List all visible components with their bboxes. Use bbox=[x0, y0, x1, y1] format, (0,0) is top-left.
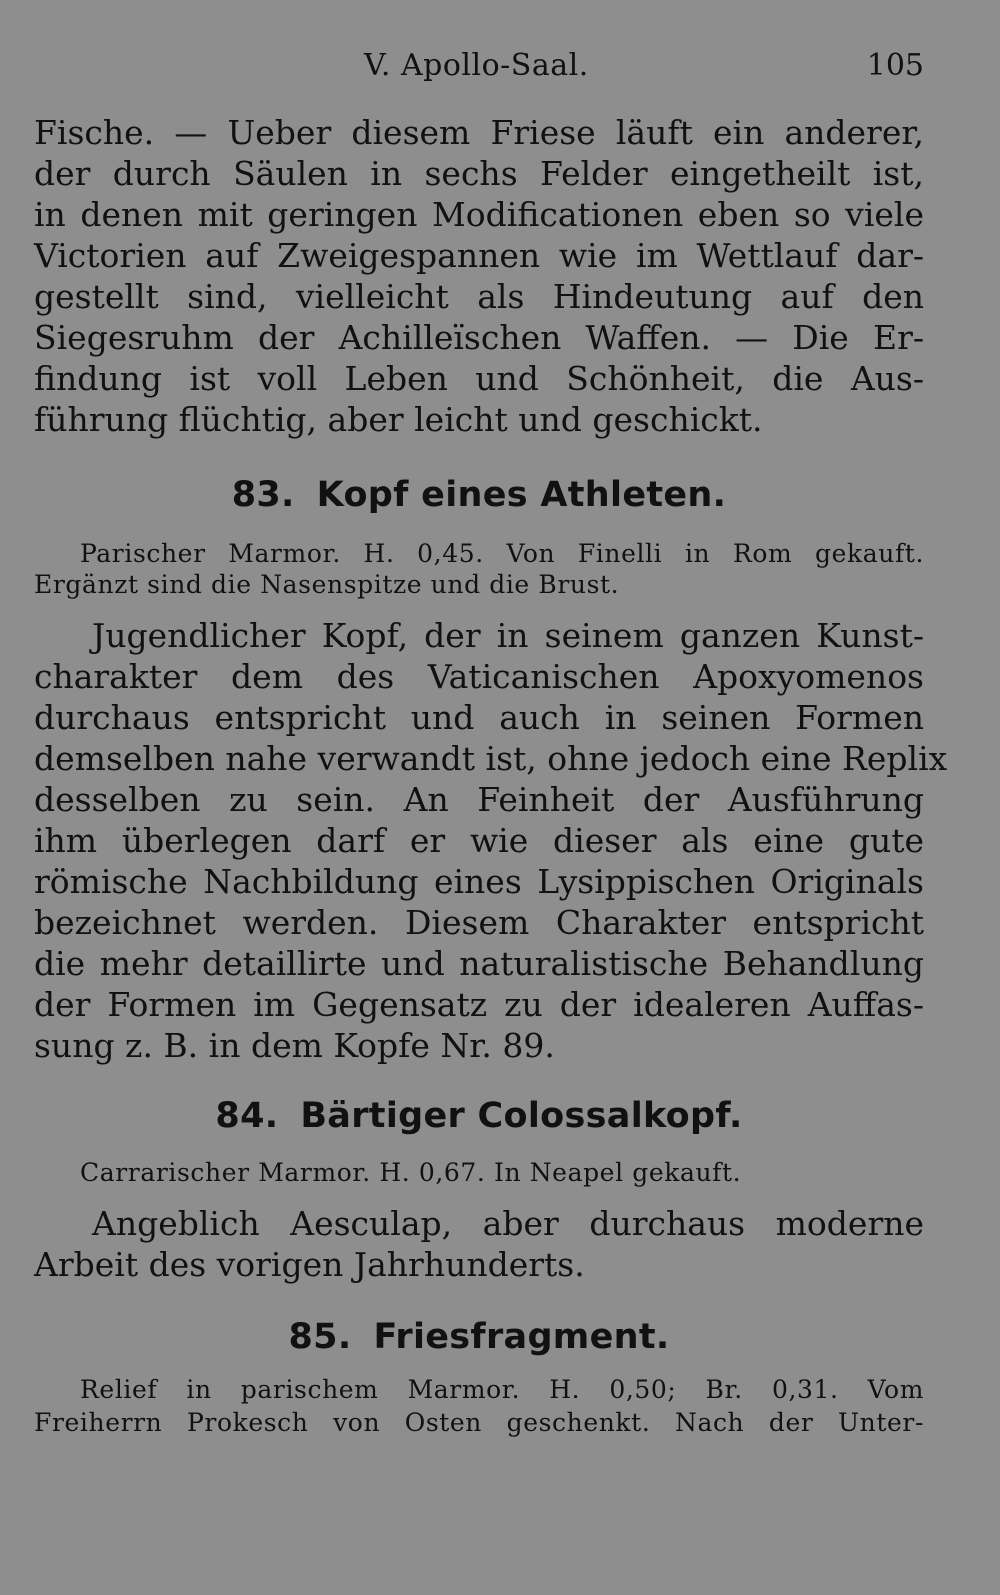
text-line: Fische. — Ueber diesem Friese läuft ein anderer, bbox=[34, 113, 924, 152]
text-line: der Formen im Gegensatz zu der idealeren Auffas- bbox=[34, 985, 924, 1024]
entry-number: 85. bbox=[288, 1317, 352, 1357]
meta-line: Parischer Marmor. H. 0,45. Von Finelli in Rom gekauft. bbox=[80, 539, 924, 568]
text-line: führung flüchtig, aber leicht und geschickt. bbox=[34, 400, 763, 439]
entry-meta-85 bbox=[34, 1373, 924, 1439]
entry-text-84 bbox=[34, 1203, 924, 1285]
text-line: Victorien auf Zweigespannen wie im Wettlauf dar- bbox=[34, 236, 924, 275]
entry-meta-83-cont bbox=[34, 568, 924, 601]
text-line: charakter dem des Vaticanischen Apoxyomenos bbox=[34, 657, 924, 696]
text-line: in denen mit geringen Modificationen eben so viele bbox=[34, 195, 924, 234]
page-number: 105 bbox=[866, 48, 924, 83]
entry-number: 84. bbox=[215, 1096, 279, 1136]
text-line: ihm überlegen darf er wie dieser als eine gute bbox=[34, 821, 924, 860]
text-line: Arbeit des vorigen Jahrhunderts. bbox=[34, 1245, 585, 1284]
page-body bbox=[34, 112, 948, 1439]
text-line: Angeblich Aesculap, aber durchaus moderne bbox=[92, 1204, 924, 1243]
text-line: Jugendlicher Kopf, der in seinem ganzen Kunst- bbox=[92, 616, 924, 655]
entry-title: Bärtiger Colossalkopf. bbox=[300, 1096, 743, 1136]
text-line: bezeichnet werden. Diesem Charakter entspricht bbox=[34, 903, 924, 942]
meta-line: Carrarischer Marmor. H. 0,67. In Neapel gekauft. bbox=[80, 1158, 742, 1187]
intro-paragraph bbox=[34, 112, 924, 440]
entry-heading-85 bbox=[34, 1317, 924, 1357]
text-line: durchaus entspricht und auch in seinen Formen bbox=[34, 698, 924, 737]
entry-number: 83. bbox=[231, 475, 295, 515]
text-line: römische Nachbildung eines Lysippischen Originals bbox=[34, 862, 924, 901]
entry-title: Friesfragment. bbox=[373, 1317, 670, 1357]
entry-meta-83 bbox=[34, 537, 924, 570]
meta-line: Ergänzt sind die Nasenspitze und die Brust. bbox=[34, 570, 620, 599]
section-title: V. Apollo-Saal. bbox=[364, 48, 589, 83]
text-line: die mehr detaillirte und naturalistische Behandlung bbox=[34, 944, 924, 983]
entry-heading-83 bbox=[34, 475, 924, 515]
entry-text-83 bbox=[34, 615, 948, 1066]
text-line: demselben nahe verwandt ist, ohne jedoch eine Replix bbox=[34, 739, 948, 778]
entry-title: Kopf eines Athleten. bbox=[316, 475, 727, 515]
text-line: gestellt sind, vielleicht als Hindeutung auf den bbox=[34, 277, 924, 316]
text-line: findung ist voll Leben und Schönheit, die Aus- bbox=[34, 359, 924, 398]
text-line: der durch Säulen in sechs Felder eingetheilt ist, bbox=[34, 154, 924, 193]
meta-line: Freiherrn Prokesch von Osten geschenkt. Nach der Unter- bbox=[34, 1408, 924, 1437]
text-line: Siegesruhm der Achilleïschen Waffen. — Die Er- bbox=[34, 318, 924, 357]
text-line: sung z. B. in dem Kopfe Nr. 89. bbox=[34, 1026, 555, 1065]
running-head bbox=[34, 48, 924, 88]
meta-line: Relief in parischem Marmor. H. 0,50; Br. 0,31. Vom bbox=[80, 1375, 924, 1404]
text-line: desselben zu sein. An Feinheit der Ausführung bbox=[34, 780, 924, 819]
entry-meta-84 bbox=[34, 1156, 924, 1189]
entry-heading-84 bbox=[34, 1096, 924, 1136]
